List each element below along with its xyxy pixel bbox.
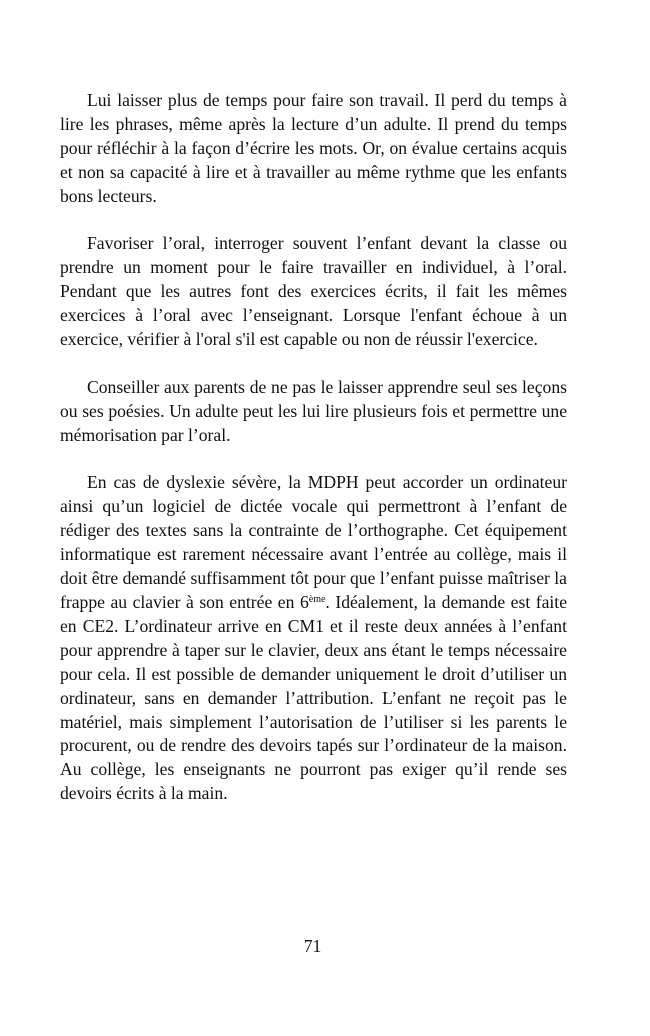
paragraph-more-time: Lui laisser plus de temps pour faire son travail. Il perd du temps à lire les phrases, même après la lecture d’un adulte. Il prend du temps pour réfléchir à la façon d’écrire les mots. Or, on évalue certains acquis et non sa capacité à lire et à travailler au même rythme que les enfants bons lecteurs.: [60, 90, 567, 206]
ordinal-superscript: ème: [308, 593, 326, 605]
paragraph-advise-parents: Conseiller aux parents de ne pas le laisser apprendre seul ses leçons ou ses poésies. Un adulte peut les lui lire plusieurs fois et permettre une mémorisation par l’oral.: [60, 376, 567, 445]
paragraph-text-after-ordinal: . Idéalement, la demande est faite en CE2. L’ordinateur arrive en CM1 et il reste deux années à l’enfant pour apprendre à taper sur le clavier, deux ans étant le temps nécessaire pour cela. Il est possible de demander uniquement le droit d’utiliser un ordinateur, sans en demander l’attribution. L’enfant ne reçoit pas le matériel, mais simplement l’autorisation de l’utiliser si les parents le procurent, ou de rendre des devoirs tapés sur l’ordinateur de la maison. Au collège, les enseignants ne pourront pas exiger qu’il rende ses devoirs écrits à la main.: [60, 591, 568, 804]
paragraph-text-before-ordinal: En cas de dyslexie sévère, la MDPH peut accorder un ordinateur ainsi qu’un logiciel de dictée vocale qui permettront à l’enfant de rédiger des textes sans la contrainte de l’orthographe. Cet équipement informatique est rarement nécessaire avant l’entrée au collège, mais il doit être demandé suffisamment tôt pour que l’enfant puisse maîtriser la frappe au clavier à son entrée en 6: [60, 472, 567, 612]
page-body: [60, 89, 567, 830]
page-number: 71: [303, 936, 322, 956]
paragraph-favor-oral: Favoriser l’oral, interroger souvent l’enfant devant la classe ou prendre un moment pour le faire travailler en individuel, à l’oral. Pendant que les autres font des exercices écrits, il fait les mêmes exercices à l’oral avec l’enseignant. Lorsque l'enfant échoue à un exercice, vérifier à l'oral s'il est capable ou non de réussir l'exercice.: [60, 233, 567, 350]
paragraph-severe-dyslexia: [60, 471, 567, 806]
